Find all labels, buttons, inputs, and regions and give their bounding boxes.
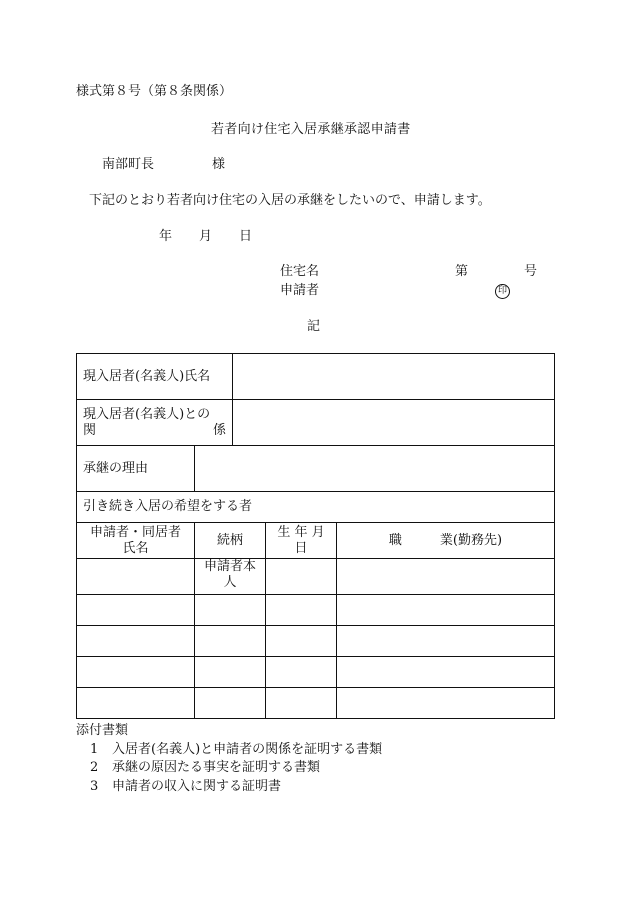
- date-year: 年: [159, 229, 173, 244]
- cell-job[interactable]: [337, 559, 555, 595]
- relation-label-line1: 現入居者(名義人)との: [83, 406, 211, 422]
- first-row-relation-line2: 人: [223, 575, 237, 590]
- date-day: 日: [239, 229, 253, 244]
- cell-birth[interactable]: [266, 688, 337, 719]
- cell-relationship[interactable]: [195, 657, 266, 688]
- attachments-heading: 添付書類: [76, 723, 129, 738]
- cell-birth[interactable]: [266, 657, 337, 688]
- form-number: 様式第８号（第８条関係）: [76, 84, 233, 99]
- attachment-text: 承継の原因たる事実を証明する書類: [112, 760, 321, 775]
- header-job-b: 業(勤務先): [439, 532, 503, 548]
- header-name-line2: 氏名: [122, 540, 149, 556]
- table-row: [77, 595, 555, 626]
- cell-relationship[interactable]: [195, 559, 266, 595]
- table-row: [77, 657, 555, 688]
- cell-job[interactable]: [337, 688, 555, 719]
- attachment-text: 入居者(名義人)と申請者の関係を証明する書類: [112, 741, 383, 757]
- page-title: 若者向け住宅入居承継承認申請書: [211, 122, 411, 137]
- cell-name[interactable]: [77, 688, 195, 719]
- house-name-label: 住宅名: [280, 264, 320, 279]
- attachment-text: 申請者の収入に関する証明書: [112, 778, 282, 794]
- cell-birth[interactable]: [266, 559, 337, 595]
- header-birth: 生 年 月 日: [266, 523, 337, 559]
- reason-field[interactable]: [195, 446, 555, 492]
- intro-text: 下記のとおり若者向け住宅の入居の承継をしたいので、申請します。: [89, 193, 491, 208]
- table-row: [77, 559, 555, 595]
- header-job: [337, 523, 555, 559]
- attachment-item: [76, 741, 382, 760]
- attachment-number: 3: [90, 778, 99, 794]
- current-resident-name-field[interactable]: [233, 354, 555, 400]
- cell-relationship[interactable]: [195, 688, 266, 719]
- cell-name[interactable]: [77, 626, 195, 657]
- current-resident-name-label: 現入居者(名義人)氏名: [77, 354, 233, 400]
- relation-field[interactable]: [233, 400, 555, 446]
- relation-label-kan: 関: [83, 422, 97, 438]
- house-dai: 第: [455, 264, 469, 279]
- cell-birth[interactable]: [266, 595, 337, 626]
- first-row-relation-line1: 申請者本: [203, 559, 256, 574]
- attachments: [76, 722, 382, 796]
- continue-wish-label: 引き続き入居の希望をする者: [77, 492, 555, 523]
- date-month: 月: [199, 229, 213, 244]
- relation-label: [77, 400, 233, 446]
- cell-job[interactable]: [337, 657, 555, 688]
- table-row: [77, 626, 555, 657]
- cell-birth[interactable]: [266, 626, 337, 657]
- cell-job[interactable]: [337, 595, 555, 626]
- attachment-item: [76, 759, 382, 778]
- attachment-number: 1: [90, 741, 99, 757]
- attachment-item: [76, 778, 382, 797]
- application-table: [76, 353, 555, 719]
- header-name: [77, 523, 195, 559]
- relation-label-kei: 係: [212, 422, 226, 438]
- reason-label: 承継の理由: [77, 446, 195, 492]
- attachment-number: 2: [90, 760, 99, 775]
- header-job-a: 職: [388, 532, 402, 548]
- cell-name[interactable]: [77, 657, 195, 688]
- header-name-line1: 申請者・同居者: [89, 524, 181, 540]
- applicant-label: 申請者: [280, 283, 320, 298]
- ki-heading: 記: [307, 319, 321, 334]
- house-go: 号: [524, 264, 538, 279]
- header-relationship: 続柄: [195, 523, 266, 559]
- addressee-honorific: 様: [212, 157, 226, 172]
- addressee-name: 南部町長: [102, 157, 155, 172]
- cell-relationship[interactable]: [195, 626, 266, 657]
- cell-name[interactable]: [77, 559, 195, 595]
- cell-relationship[interactable]: [195, 595, 266, 626]
- seal-mark: 印: [495, 284, 510, 299]
- cell-name[interactable]: [77, 595, 195, 626]
- cell-job[interactable]: [337, 626, 555, 657]
- table-row: [77, 688, 555, 719]
